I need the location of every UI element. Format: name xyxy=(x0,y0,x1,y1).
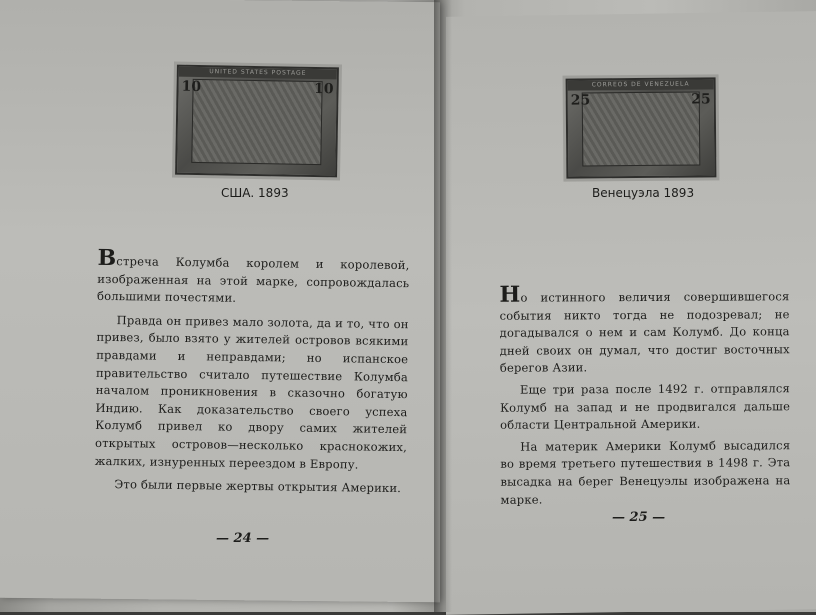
paragraph: На материк Америки Колумб высадился во время третьего путешествия в 1498 г. Эта высадка на берег Венецуэлы изображена на марке. xyxy=(500,437,791,507)
book-gutter xyxy=(434,0,452,612)
paragraph: Встреча Колумба королем и королевой, изображенная на этой марке, сопровождалась большими почестями. xyxy=(96,244,410,305)
stamp-value-right: 25 xyxy=(691,91,711,108)
drop-letter: Н xyxy=(499,281,521,308)
page-number-right: — 25 — xyxy=(612,510,666,525)
stamp-caption-venezuela: Венецуэла 1893 xyxy=(592,186,695,200)
paragraph: Это были первые жертвы открытия Америки. xyxy=(114,477,402,496)
paragraph: Еще три раза после 1492 г. отправлялся Колумб на запад и не продвигался дальше области Центральной Америки. xyxy=(500,381,791,432)
stamp-scene xyxy=(191,79,322,165)
paragraph: Но истинного величия совершившегося события никто тогда не подозревал; не догадывался о нем и сам Колумб. До конца дней своих он думал, что достиг восточных берегов Азии. xyxy=(499,281,790,376)
stamp-image-usa xyxy=(175,65,339,178)
stamp-band-text: UNITED STATES POSTAGE xyxy=(179,67,337,80)
stamp-value-right: 10 xyxy=(313,80,334,98)
right-page-text xyxy=(499,281,791,509)
stamp-value-left: 10 xyxy=(181,78,202,96)
left-page-text xyxy=(94,244,410,498)
stamp-image-venezuela xyxy=(566,77,717,178)
page-number-left: — 24 — xyxy=(216,531,270,546)
stamp-scene xyxy=(582,91,701,166)
stamp-band-text: CORREOS DE VENEZUELA xyxy=(568,79,714,90)
stamp-caption-usa: США. 1893 xyxy=(221,186,289,200)
stamp-value-left: 25 xyxy=(570,92,591,109)
drop-letter: В xyxy=(97,244,117,272)
paragraph: Правда он привез мало золота, да и то, что он привез, было взято у жителей островов всякими правдами и неправдами; но испанское правительство считало путешествие Колумба началом проникновения в сказочно богатую Индию. Как доказательство своего успеха Колумб привел ко двору самих жителей открытых островов—несколько краснокожих, жалких, изнуренных переездом в Европу. xyxy=(94,312,409,472)
